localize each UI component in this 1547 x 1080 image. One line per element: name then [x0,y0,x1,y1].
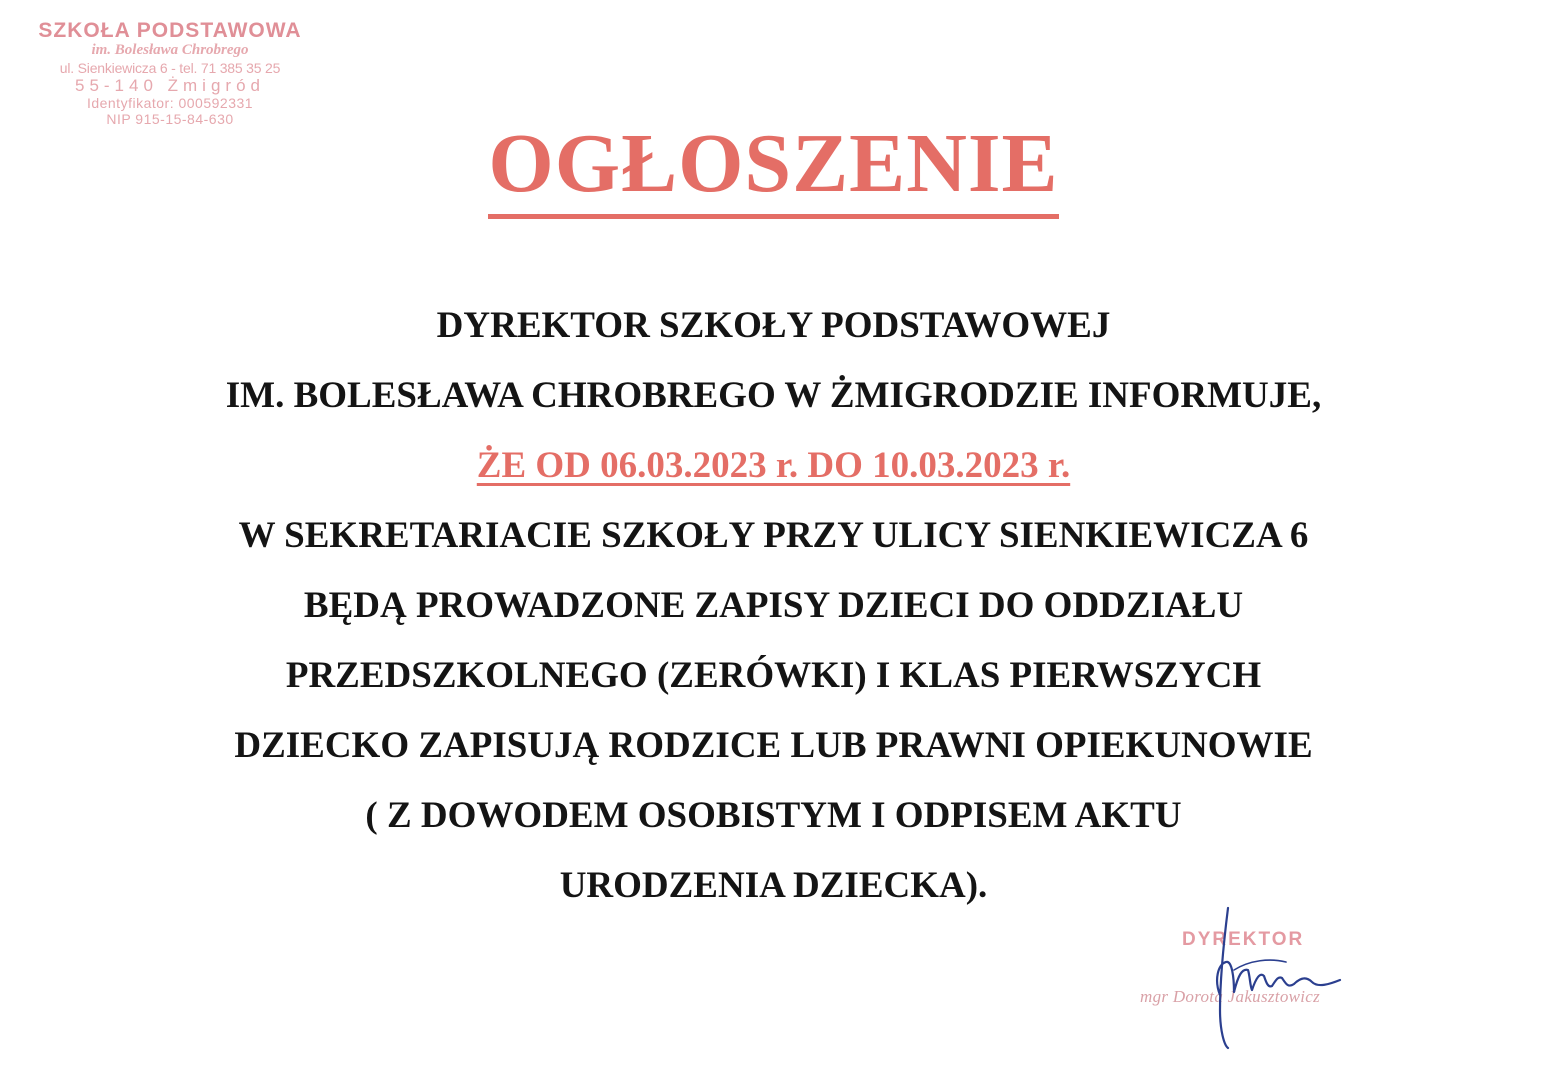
body-line: URODZENIA DZIECKA). [559,865,988,906]
body-line: DYREKTOR SZKOŁY PODSTAWOWEJ [436,305,1111,346]
stamp-patron: im. Bolesława Chrobrego [91,42,249,58]
stamp-nip: NIP 915-15-84-630 [106,111,234,127]
body-line: IM. BOLESŁAWA CHROBREGO W ŻMIGRODZIE INFORMUJE, [225,375,1322,416]
body-line: BĘDĄ PROWADZONE ZAPISY DZIECI DO ODDZIAŁU [303,585,1244,626]
stamp-city: 55-140 Żmigród [74,76,265,95]
body-line: ( Z DOWODEM OSOBISTYM I ODPISEM AKTU [365,795,1182,836]
stamp-identifier: Identyfikator: 000592331 [86,95,254,111]
director-stamp [1130,925,1390,1065]
signature-icon [1190,900,1380,1060]
announcement-title: OGŁOSZENIE [488,122,1058,219]
director-title: DYREKTOR [1182,929,1305,950]
stamp-school-name: SZKOŁA PODSTAWOWA [38,19,302,42]
body-line: DZIECKO ZAPISUJĄ RODZICE LUB PRAWNI OPIEKUNOWIE [234,725,1313,766]
body-line: W SEKRETARIACIE SZKOŁY PRZY ULICY SIENKIEWICZA 6 [238,515,1309,556]
stamp-address: ul. Sienkiewicza 6 - tel. 71 385 35 25 [59,60,281,76]
date-range-line: ŻE OD 06.03.2023 r. DO 10.03.2023 r. [476,445,1071,486]
body-line: PRZEDSZKOLNEGO (ZERÓWKI) I KLAS PIERWSZYCH [285,655,1262,696]
director-name: mgr Dorota Jakusztowicz [1140,987,1321,1006]
announcement-body [0,300,1547,930]
school-stamp [20,20,320,126]
